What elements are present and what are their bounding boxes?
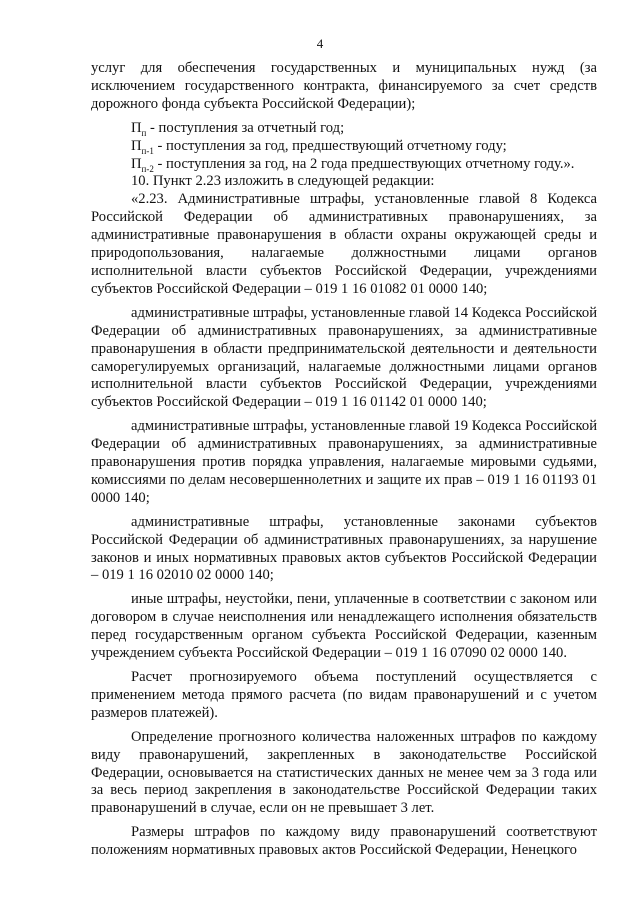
paragraph-fine-amounts: Размеры штрафов по каждому виду правонарушений соответствуют положениям нормативных правовых актов Российской Федерации, Ненецкого	[91, 824, 597, 859]
paragraph-fines-regional-laws: административные штрафы, установленные законами субъектов Российской Федерации об административных правонарушениях, за нарушение законов и иных нормативных правовых актов субъектов Российской Федерации – 019 1 16 02010 02 0000 140;	[91, 513, 597, 584]
formula-subscript: п	[141, 127, 147, 138]
paragraph-fines-chapter-19: административные штрафы, установленные главой 19 Кодекса Российской Федерации об административных правонарушениях, за административные правонарушения против порядка управления, налагаемые мировыми судьями, комиссиями по делам несовершеннолетних и защите их прав – 019 1 16 01193 01 0000 140;	[91, 418, 597, 506]
formula-symbol: П	[131, 119, 142, 136]
document-body	[91, 60, 597, 866]
page-number: 4	[316, 36, 324, 51]
paragraph-fines-chapter-8: «2.23. Административные штрафы, установленные главой 8 Кодекса Российской Федерации об административных правонарушениях, за административные правонарушения в области охраны окружающей среды и природопользования, налагаемые должностными лицами органов исполнительной власти субъектов Российской Федерации, учреждениями субъектов Российской Федерации – 019 1 16 01082 01 0000 140;	[91, 191, 597, 297]
paragraph-services-continuation: услуг для обеспечения государственных и муниципальных нужд (за исключением государственного контракта, финансируемого за счет средств дорожного фонда субъекта Российской Федерации);	[91, 60, 597, 112]
formula-text: - поступления за год, на 2 года предшествующих отчетному году.».	[153, 155, 575, 172]
paragraph-forecast-count: Определение прогнозного количества наложенных штрафов по каждому виду правонарушений, закрепленных в законодательстве Российской Федерации, основывается на статистических данных не менее чем за 3 года или за весь период закрепления в законодательстве Российской Федерации таких правонарушений в случае, если он не превышает 3 лет.	[91, 728, 597, 817]
formula-symbol: П	[131, 137, 142, 154]
paragraph-fines-chapter-14: административные штрафы, установленные главой 14 Кодекса Российской Федерации об административных правонарушениях, за административные правонарушения в области предпринимательской деятельности и деятельности саморегулируемых организаций, налагаемые должностными лицами органов исполнительной власти субъектов Российской Федерации, учреждениями субъектов Российской Федерации – 019 1 16 01142 01 0000 140;	[91, 304, 597, 411]
paragraph-calculation-method: Расчет прогнозируемого объема поступлений осуществляется с применением метода прямого расчета (по видам правонарушений и с учетом размеров платежей).	[91, 669, 597, 721]
formula-subscript: п-1	[141, 145, 154, 156]
formula-text: - поступления за отчетный год;	[146, 119, 345, 136]
formula-definition-prev-2	[91, 156, 597, 174]
paragraph-item-10: 10. Пункт 2.23 изложить в следующей редакции:	[131, 173, 435, 190]
formula-definition-prev-1	[91, 138, 597, 156]
formula-subscript: п-2	[141, 163, 154, 174]
formula-definition-current	[91, 120, 597, 138]
formula-text: - поступления за год, предшествующий отчетному году;	[153, 137, 507, 154]
formula-symbol: П	[131, 155, 142, 172]
paragraph-other-fines: иные штрафы, неустойки, пени, уплаченные в соответствии с законом или договором в случае неисполнения или ненадлежащего исполнения обязательств перед государственным органом субъекта Российской Федерации, казенным учреждением субъекта Российской Федерации – 019 1 16 07090 02 0000 140.	[91, 591, 597, 662]
